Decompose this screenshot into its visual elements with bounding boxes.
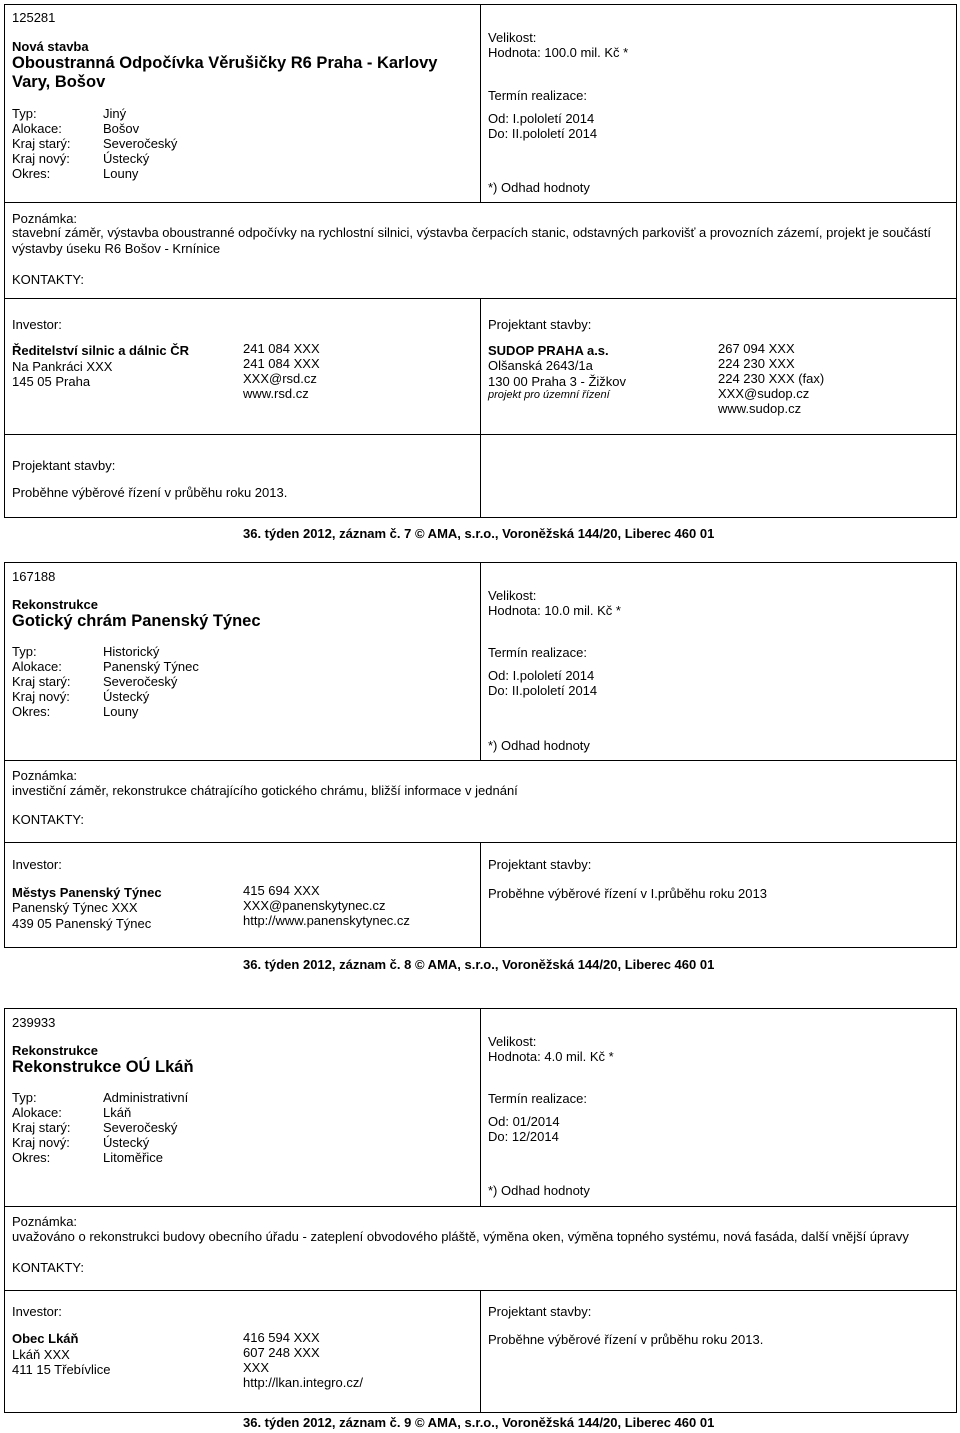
attr-value: Severočeský (103, 136, 178, 151)
termin-do: Do: II.pololetí 2014 (488, 126, 598, 141)
attr-value: Louny (103, 704, 139, 719)
divider (480, 434, 481, 518)
attr-label: Typ: (12, 1090, 37, 1105)
attr-label: Alokace: (12, 1105, 62, 1120)
projektant-note: projekt pro územní řízení (488, 389, 610, 401)
record-footer: 36. týden 2012, záznam č. 9 © AMA, s.r.o., Voroněžská 144/20, Liberec 460 01 (243, 1415, 715, 1430)
attr-value: Ústecký (103, 151, 150, 166)
attr-value: Severočeský (103, 674, 178, 689)
investor-phone: 241 084 XXX (243, 356, 320, 371)
attr-value: Bošov (103, 121, 140, 136)
projektant-label: Projektant stavby: (488, 857, 592, 872)
projektant-text: Proběhne výběrové řízení v I.průběhu roku 2013 (488, 886, 767, 901)
hodnota-value: Hodnota: 4.0 mil. Kč * (488, 1049, 614, 1064)
termin-do: Do: 12/2014 (488, 1129, 559, 1144)
attr-label: Typ: (12, 106, 37, 121)
attr-label: Alokace: (12, 659, 62, 674)
attr-value: Panenský Týnec (103, 659, 199, 674)
projektant-address: Olšanská 2643/1a (488, 358, 593, 373)
attr-value: Historický (103, 644, 160, 659)
record-title: Rekonstrukce OÚ Lkáň (12, 1058, 194, 1076)
attr-label: Okres: (12, 1150, 51, 1165)
termin-label: Termín realizace: (488, 88, 587, 103)
attr-value: Lkáň (103, 1105, 132, 1120)
record-id: 125281 (12, 10, 56, 25)
projektant-phone: 267 094 XXX (718, 341, 795, 356)
attr-label: Okres: (12, 166, 51, 181)
odhad-note: *) Odhad hodnoty (488, 180, 590, 195)
record-title: Oboustranná Odpočívka Věrušičky R6 Praha - Karlovy (12, 54, 438, 72)
investor-label: Investor: (12, 857, 62, 872)
odhad-note: *) Odhad hodnoty (488, 738, 590, 753)
hodnota-value: Hodnota: 10.0 mil. Kč * (488, 603, 621, 618)
projektant-label: Projektant stavby: (488, 1304, 592, 1319)
termin-od: Od: I.pololetí 2014 (488, 111, 595, 126)
attr-value: Louny (103, 166, 139, 181)
investor-web: http://lkan.integro.cz/ (243, 1375, 363, 1390)
velikost-label: Velikost: (488, 1034, 537, 1049)
record-kind: Rekonstrukce (12, 1043, 98, 1058)
investor-web: http://www.panenskytynec.cz (243, 913, 410, 928)
projektant-address: 130 00 Praha 3 - Žižkov (488, 374, 627, 389)
projektant-label: Projektant stavby: (488, 317, 592, 332)
attr-value: Litoměřice (103, 1150, 163, 1165)
record-footer: 36. týden 2012, záznam č. 7 © AMA, s.r.o., Voroněžská 144/20, Liberec 460 01 (243, 526, 715, 541)
record-footer: 36. týden 2012, záznam č. 8 © AMA, s.r.o., Voroněžská 144/20, Liberec 460 01 (243, 957, 715, 972)
velikost-label: Velikost: (488, 30, 537, 45)
projektant-email: XXX@sudop.cz (718, 386, 810, 401)
poznamka-label: Poznámka: (12, 211, 78, 226)
odhad-note: *) Odhad hodnoty (488, 1183, 590, 1198)
projektant-text: Proběhne výběrové řízení v průběhu roku 2013. (12, 485, 288, 500)
attr-label: Kraj starý: (12, 1120, 71, 1135)
investor-address: 145 05 Praha (12, 374, 91, 389)
kontakty-label: KONTAKTY: (12, 272, 84, 287)
divider (480, 562, 481, 760)
record-kind: Nová stavba (12, 39, 89, 54)
projektant-phone: 224 230 XXX (718, 356, 795, 371)
attr-label: Alokace: (12, 121, 62, 136)
kontakty-label: KONTAKTY: (12, 812, 84, 827)
divider (480, 1008, 481, 1206)
poznamka-text: stavební záměr, výstavba oboustranné odpočívky na rychlostní silnici, výstavba čerpacích stanic, odstavných parkovišť a provozních zázemí, projekt je součástí výstavby úseku R6 Bošov - Krnínice (12, 225, 931, 256)
termin-od: Od: I.pololetí 2014 (488, 668, 595, 683)
investor-label: Investor: (12, 1304, 62, 1319)
record-title: Gotický chrám Panenský Týnec (12, 612, 261, 630)
projektant-web: www.sudop.cz (718, 401, 802, 416)
attr-value: Severočeský (103, 1120, 178, 1135)
poznamka-text: uvažováno o rekonstrukci budovy obecního úřadu - zateplení obvodového pláště, výměna oken, výměna topného systému, nová fasáda, další vnější úpravy (12, 1229, 909, 1244)
termin-do: Do: II.pololetí 2014 (488, 683, 598, 698)
investor-phone: 607 248 XXX (243, 1345, 320, 1360)
attr-label: Kraj starý: (12, 674, 71, 689)
attr-value: Administrativní (103, 1090, 189, 1105)
investor-address: Panenský Týnec XXX (12, 900, 138, 915)
investor-name: Městys Panenský Týnec (12, 885, 162, 900)
divider (4, 202, 957, 203)
investor-address: Na Pankráci XXX (12, 359, 113, 374)
termin-od: Od: 01/2014 (488, 1114, 560, 1129)
attr-label: Kraj nový: (12, 689, 70, 704)
termin-label: Termín realizace: (488, 1091, 587, 1106)
investor-address: Lkáň XXX (12, 1347, 70, 1362)
projektant-name: SUDOP PRAHA a.s. (488, 343, 609, 358)
poznamka-label: Poznámka: (12, 768, 78, 783)
attr-value: Jiný (103, 106, 127, 121)
investor-phone: 241 084 XXX (243, 341, 320, 356)
divider (4, 1206, 957, 1207)
divider (480, 298, 481, 434)
record-title: Vary, Bošov (12, 73, 106, 91)
investor-phone: 416 594 XXX (243, 1330, 320, 1345)
projektant-text: Proběhne výběrové řízení v průběhu roku 2013. (488, 1332, 764, 1347)
poznamka-text: investiční záměr, rekonstrukce chátrajícího gotického chrámu, bližší informace v jednání (12, 783, 518, 798)
attr-label: Okres: (12, 704, 51, 719)
hodnota-value: Hodnota: 100.0 mil. Kč * (488, 45, 629, 60)
investor-address: 439 05 Panenský Týnec (12, 916, 152, 931)
attr-value: Ústecký (103, 1135, 150, 1150)
divider (480, 842, 481, 948)
attr-label: Typ: (12, 644, 37, 659)
attr-label: Kraj nový: (12, 1135, 70, 1150)
record-id: 167188 (12, 569, 56, 584)
divider (480, 1290, 481, 1413)
projektant-fax: 224 230 XXX (fax) (718, 371, 825, 386)
record-id: 239933 (12, 1015, 56, 1030)
attr-label: Kraj nový: (12, 151, 70, 166)
kontakty-label: KONTAKTY: (12, 1260, 84, 1275)
investor-contact: XXX (243, 1360, 270, 1375)
divider (480, 4, 481, 202)
projektant-label: Projektant stavby: (12, 458, 116, 473)
investor-label: Investor: (12, 317, 62, 332)
attr-label: Kraj starý: (12, 136, 71, 151)
divider (4, 760, 957, 761)
termin-label: Termín realizace: (488, 645, 587, 660)
record-kind: Rekonstrukce (12, 597, 98, 612)
poznamka-label: Poznámka: (12, 1214, 78, 1229)
investor-name: Ředitelství silnic a dálnic ČR (12, 343, 189, 358)
velikost-label: Velikost: (488, 588, 537, 603)
investor-phone: 415 694 XXX (243, 883, 320, 898)
investor-email: XXX@panenskytynec.cz (243, 898, 386, 913)
attr-value: Ústecký (103, 689, 150, 704)
investor-address: 411 15 Třebívlice (12, 1362, 111, 1377)
investor-name: Obec Lkáň (12, 1331, 79, 1346)
investor-email: XXX@rsd.cz (243, 371, 317, 386)
investor-web: www.rsd.cz (243, 386, 309, 401)
